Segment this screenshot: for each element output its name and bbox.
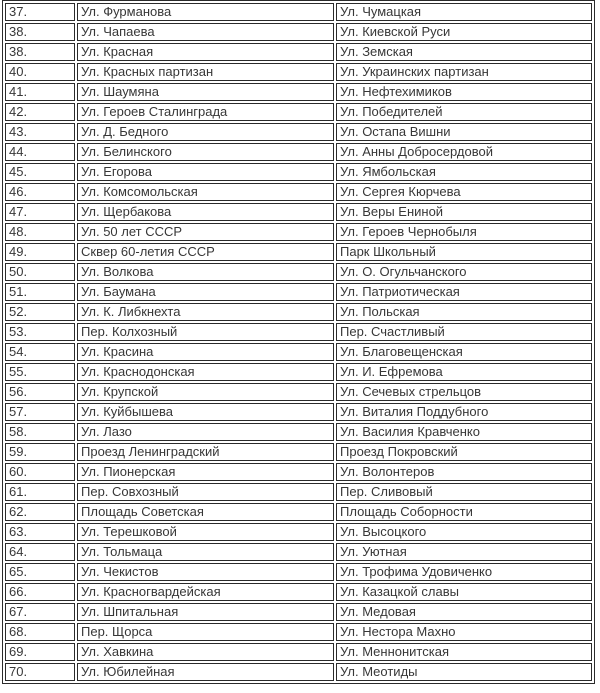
table-row	[5, 123, 592, 141]
new-name-cell: Ул. Уютная	[336, 543, 592, 561]
row-number-cell: 55.	[5, 363, 75, 381]
new-name-cell: Ул. Виталия Поддубного	[336, 403, 592, 421]
new-name-cell: Проезд Покровский	[336, 443, 592, 461]
old-name-cell: Ул. Юбилейная	[77, 663, 334, 681]
new-name-cell: Ул. И. Ефремова	[336, 363, 592, 381]
new-name-cell: Пер. Счастливый	[336, 323, 592, 341]
table-row	[5, 83, 592, 101]
row-number-cell: 57.	[5, 403, 75, 421]
row-number-cell: 50.	[5, 263, 75, 281]
row-number-cell: 40.	[5, 63, 75, 81]
new-name-cell: Ул. Киевской Руси	[336, 23, 592, 41]
table-row	[5, 403, 592, 421]
old-name-cell: Ул. Баумана	[77, 283, 334, 301]
row-number-cell: 52.	[5, 303, 75, 321]
new-name-cell: Ул. Анны Добросердовой	[336, 143, 592, 161]
table-row	[5, 383, 592, 401]
new-name-cell: Ул. Василия Кравченко	[336, 423, 592, 441]
new-name-cell: Ул. Меотиды	[336, 663, 592, 681]
old-name-cell: Ул. Комсомольская	[77, 183, 334, 201]
table-row	[5, 163, 592, 181]
new-name-cell: Ул. Остапа Вишни	[336, 123, 592, 141]
new-name-cell: Ул. Трофима Удовиченко	[336, 563, 592, 581]
new-name-cell: Ул. Земская	[336, 43, 592, 61]
new-name-cell: Ул. Нестора Махно	[336, 623, 592, 641]
old-name-cell: Ул. Д. Бедного	[77, 123, 334, 141]
new-name-cell: Ул. О. Огульчанского	[336, 263, 592, 281]
row-number-cell: 49.	[5, 243, 75, 261]
old-name-cell: Ул. Хавкина	[77, 643, 334, 661]
old-name-cell: Проезд Ленинградский	[77, 443, 334, 461]
new-name-cell: Ул. Победителей	[336, 103, 592, 121]
row-number-cell: 51.	[5, 283, 75, 301]
new-name-cell: Пер. Сливовый	[336, 483, 592, 501]
row-number-cell: 63.	[5, 523, 75, 541]
old-name-cell: Ул. Красногвардейская	[77, 583, 334, 601]
row-number-cell: 69.	[5, 643, 75, 661]
table-row	[5, 63, 592, 81]
street-renaming-table	[2, 0, 595, 684]
row-number-cell: 43.	[5, 123, 75, 141]
table-row	[5, 203, 592, 221]
table-row	[5, 363, 592, 381]
old-name-cell: Ул. Щербакова	[77, 203, 334, 221]
new-name-cell: Ул. Польская	[336, 303, 592, 321]
row-number-cell: 68.	[5, 623, 75, 641]
old-name-cell: Ул. Красная	[77, 43, 334, 61]
old-name-cell: Пер. Совхозный	[77, 483, 334, 501]
old-name-cell: Ул. 50 лет СССР	[77, 223, 334, 241]
old-name-cell: Ул. Шаумяна	[77, 83, 334, 101]
old-name-cell: Ул. Чекистов	[77, 563, 334, 581]
table-row	[5, 143, 592, 161]
old-name-cell: Пер. Колхозный	[77, 323, 334, 341]
new-name-cell: Ул. Медовая	[336, 603, 592, 621]
table-row	[5, 183, 592, 201]
row-number-cell: 46.	[5, 183, 75, 201]
row-number-cell: 53.	[5, 323, 75, 341]
table-row	[5, 103, 592, 121]
new-name-cell: Ул. Украинских партизан	[336, 63, 592, 81]
table-row	[5, 3, 592, 21]
row-number-cell: 65.	[5, 563, 75, 581]
row-number-cell: 42.	[5, 103, 75, 121]
new-name-cell: Площадь Соборности	[336, 503, 592, 521]
row-number-cell: 70.	[5, 663, 75, 681]
table-row	[5, 303, 592, 321]
row-number-cell: 66.	[5, 583, 75, 601]
table-row	[5, 523, 592, 541]
new-name-cell: Ул. Героев Чернобыля	[336, 223, 592, 241]
new-name-cell: Ул. Сергея Кюрчева	[336, 183, 592, 201]
new-name-cell: Ул. Высоцкого	[336, 523, 592, 541]
row-number-cell: 62.	[5, 503, 75, 521]
old-name-cell: Ул. Тольмаца	[77, 543, 334, 561]
table-row	[5, 343, 592, 361]
old-name-cell: Ул. К. Либкнехта	[77, 303, 334, 321]
old-name-cell: Ул. Пионерская	[77, 463, 334, 481]
table-row	[5, 543, 592, 561]
row-number-cell: 44.	[5, 143, 75, 161]
row-number-cell: 54.	[5, 343, 75, 361]
new-name-cell: Ул. Ямбольская	[336, 163, 592, 181]
table-row	[5, 243, 592, 261]
new-name-cell: Ул. Чумацкая	[336, 3, 592, 21]
old-name-cell: Ул. Крупской	[77, 383, 334, 401]
new-name-cell: Ул. Казацкой славы	[336, 583, 592, 601]
new-name-cell: Ул. Нефтехимиков	[336, 83, 592, 101]
old-name-cell: Ул. Белинского	[77, 143, 334, 161]
old-name-cell: Ул. Егорова	[77, 163, 334, 181]
old-name-cell: Площадь Советская	[77, 503, 334, 521]
table-row	[5, 563, 592, 581]
table-row	[5, 263, 592, 281]
table-row	[5, 623, 592, 641]
old-name-cell: Ул. Фурманова	[77, 3, 334, 21]
old-name-cell: Ул. Краснодонская	[77, 363, 334, 381]
table-row	[5, 603, 592, 621]
old-name-cell: Ул. Шпитальная	[77, 603, 334, 621]
new-name-cell: Ул. Веры Ениной	[336, 203, 592, 221]
old-name-cell: Ул. Терешковой	[77, 523, 334, 541]
row-number-cell: 48.	[5, 223, 75, 241]
old-name-cell: Ул. Чапаева	[77, 23, 334, 41]
row-number-cell: 45.	[5, 163, 75, 181]
row-number-cell: 67.	[5, 603, 75, 621]
new-name-cell: Парк Школьный	[336, 243, 592, 261]
old-name-cell: Ул. Красина	[77, 343, 334, 361]
table-row	[5, 483, 592, 501]
table-row	[5, 283, 592, 301]
table-row	[5, 23, 592, 41]
old-name-cell: Ул. Героев Сталинграда	[77, 103, 334, 121]
old-name-cell: Ул. Красных партизан	[77, 63, 334, 81]
street-renaming-table-body	[5, 3, 592, 681]
table-row	[5, 463, 592, 481]
new-name-cell: Ул. Патриотическая	[336, 283, 592, 301]
table-row	[5, 423, 592, 441]
table-row	[5, 503, 592, 521]
old-name-cell: Ул. Волкова	[77, 263, 334, 281]
row-number-cell: 61.	[5, 483, 75, 501]
row-number-cell: 37.	[5, 3, 75, 21]
table-row	[5, 443, 592, 461]
old-name-cell: Ул. Куйбышева	[77, 403, 334, 421]
table-row	[5, 223, 592, 241]
old-name-cell: Сквер 60-летия СССР	[77, 243, 334, 261]
row-number-cell: 41.	[5, 83, 75, 101]
table-row	[5, 323, 592, 341]
old-name-cell: Ул. Лазо	[77, 423, 334, 441]
table-row	[5, 583, 592, 601]
row-number-cell: 59.	[5, 443, 75, 461]
row-number-cell: 38.	[5, 23, 75, 41]
row-number-cell: 64.	[5, 543, 75, 561]
row-number-cell: 47.	[5, 203, 75, 221]
table-row	[5, 663, 592, 681]
row-number-cell: 58.	[5, 423, 75, 441]
new-name-cell: Ул. Благовещенская	[336, 343, 592, 361]
new-name-cell: Ул. Меннонитская	[336, 643, 592, 661]
row-number-cell: 60.	[5, 463, 75, 481]
row-number-cell: 38.	[5, 43, 75, 61]
table-row	[5, 43, 592, 61]
old-name-cell: Пер. Щорса	[77, 623, 334, 641]
new-name-cell: Ул. Сечевых стрельцов	[336, 383, 592, 401]
row-number-cell: 56.	[5, 383, 75, 401]
new-name-cell: Ул. Волонтеров	[336, 463, 592, 481]
table-row	[5, 643, 592, 661]
